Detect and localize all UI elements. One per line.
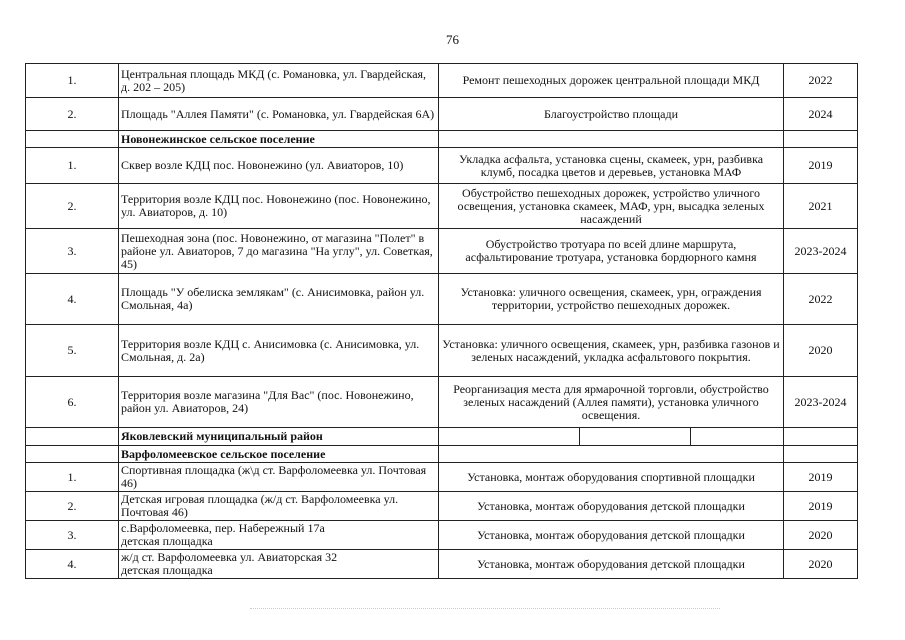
table-row <box>26 463 858 492</box>
district-title: Яковлевский муниципальный район <box>119 428 439 446</box>
year: 2023-2024 <box>784 229 858 274</box>
object-name: Сквер возле КДЦ пос. Новонежино (ул. Авиаторов, 10) <box>119 148 439 184</box>
table-row <box>26 521 858 550</box>
year: 2020 <box>784 521 858 550</box>
work-description: Установка: уличного освещения, скамеек, урн, разбивка газонов и зеленых насаждений, укладка асфальтового покрытия. <box>439 325 784 377</box>
object-name: Площадь "У обелиска землякам" (с. Анисимовка, район ул. Смольная, 4а) <box>119 274 439 325</box>
work-description: Установка, монтаж оборудования детской площадки <box>439 550 784 579</box>
object-address: ж/д ст. Варфоломеевка ул. Авиаторская 32 <box>121 550 338 564</box>
year: 2019 <box>784 463 858 492</box>
work-description: Обустройство тротуара по всей длине маршрута, асфальтирование тротуара, установка бордюрного камня <box>439 229 784 274</box>
work-description: Ремонт пешеходных дорожек центральной площади МКД <box>439 64 784 98</box>
object-name: Территория возле КДЦ с. Анисимовка (с. Анисимовка, ул. Смольная, д. 2а) <box>119 325 439 377</box>
district-row <box>26 428 858 446</box>
page-number: 76 <box>446 32 459 47</box>
object-name: Пешеходная зона (пос. Новонежино, от магазина "Полет" в районе ул. Авиаторов, 7 до магазина "На углу", ул. Советкая, 45) <box>119 229 439 274</box>
section-row <box>26 446 858 463</box>
section-title: Новонежинское сельское поселение <box>119 131 439 148</box>
year: 2020 <box>784 550 858 579</box>
work-description: Установка: уличного освещения, скамеек, урн, ограждения территории, устройство пешеходных дорожек. <box>439 274 784 325</box>
section-empty-cell <box>439 446 784 463</box>
row-number: 2. <box>26 184 119 229</box>
object-name: Детская игровая площадка (ж/д ст. Варфоломеевка ул. Почтовая 46) <box>119 492 439 521</box>
section-title: Варфоломеевское сельское поселение <box>119 446 439 463</box>
year: 2022 <box>784 64 858 98</box>
row-number: 1. <box>26 148 119 184</box>
table-row <box>26 492 858 521</box>
year: 2019 <box>784 492 858 521</box>
work-description: Установка, монтаж оборудования детской площадки <box>439 521 784 550</box>
object-name: Центральная площадь МКД (с. Романовка, ул. Гвардейская, д. 202 – 205) <box>119 64 439 98</box>
district-spacer <box>26 428 119 446</box>
section-empty-cell <box>784 131 858 148</box>
row-number: 1. <box>26 463 119 492</box>
row-number: 3. <box>26 229 119 274</box>
table-row <box>26 274 858 325</box>
table-row <box>26 377 858 428</box>
table-row <box>26 550 858 579</box>
table-row <box>26 229 858 274</box>
object-name: Территория возле КДЦ пос. Новонежино (пос. Новонежино, ул. Авиаторов, д. 10) <box>119 184 439 229</box>
table-row <box>26 184 858 229</box>
work-description: Установка, монтаж оборудования детской площадки <box>439 492 784 521</box>
table-row <box>26 98 858 131</box>
work-description: Укладка асфальта, установка сцены, скамеек, урн, разбивка клумб, посадка цветов и деревьев, установка МАФ <box>439 148 784 184</box>
table-row <box>26 325 858 377</box>
object-name: Спортивная площадка (ж\д ст. Варфоломеевка ул. Почтовая 46) <box>119 463 439 492</box>
row-number: 5. <box>26 325 119 377</box>
year: 2024 <box>784 98 858 131</box>
section-spacer <box>26 446 119 463</box>
section-spacer <box>26 131 119 148</box>
improvement-objects-table <box>25 63 858 579</box>
table-row <box>26 148 858 184</box>
object-name <box>119 550 439 579</box>
work-description: Реорганизация места для ярмарочной торговли, обустройство зеленых насаждений (Аллея памяти), установка уличного освещения. <box>439 377 784 428</box>
row-number: 2. <box>26 492 119 521</box>
district-empty-cell <box>439 428 784 446</box>
year: 2021 <box>784 184 858 229</box>
year: 2023-2024 <box>784 377 858 428</box>
scan-artifact-line <box>250 608 720 610</box>
row-number: 4. <box>26 274 119 325</box>
work-description: Обустройство пешеходных дорожек, устройство уличного освещения, установка скамеек, МАФ, урн, высадка зеленых насаждений <box>439 184 784 229</box>
object-type: детская площадка <box>121 534 213 548</box>
year: 2019 <box>784 148 858 184</box>
row-number: 6. <box>26 377 119 428</box>
row-number: 2. <box>26 98 119 131</box>
work-description: Благоустройство площади <box>439 98 784 131</box>
row-number: 3. <box>26 521 119 550</box>
section-empty-cell <box>439 131 784 148</box>
year: 2020 <box>784 325 858 377</box>
object-name: Площадь "Аллея Памяти" (с. Романовка, ул. Гвардейская 6А) <box>119 98 439 131</box>
row-number: 1. <box>26 64 119 98</box>
object-name: Территория возле магазина "Для Вас" (пос. Новонежино, район ул. Авиаторов, 24) <box>119 377 439 428</box>
object-address: с.Варфоломеевка, пер. Набережный 17а <box>121 521 325 535</box>
work-description: Установка, монтаж оборудования спортивной площадки <box>439 463 784 492</box>
district-empty-cell <box>784 428 858 446</box>
year: 2022 <box>784 274 858 325</box>
table-row <box>26 64 858 98</box>
row-number: 4. <box>26 550 119 579</box>
section-empty-cell <box>784 446 858 463</box>
object-type: детская площадка <box>121 563 213 577</box>
section-row <box>26 131 858 148</box>
object-name <box>119 521 439 550</box>
